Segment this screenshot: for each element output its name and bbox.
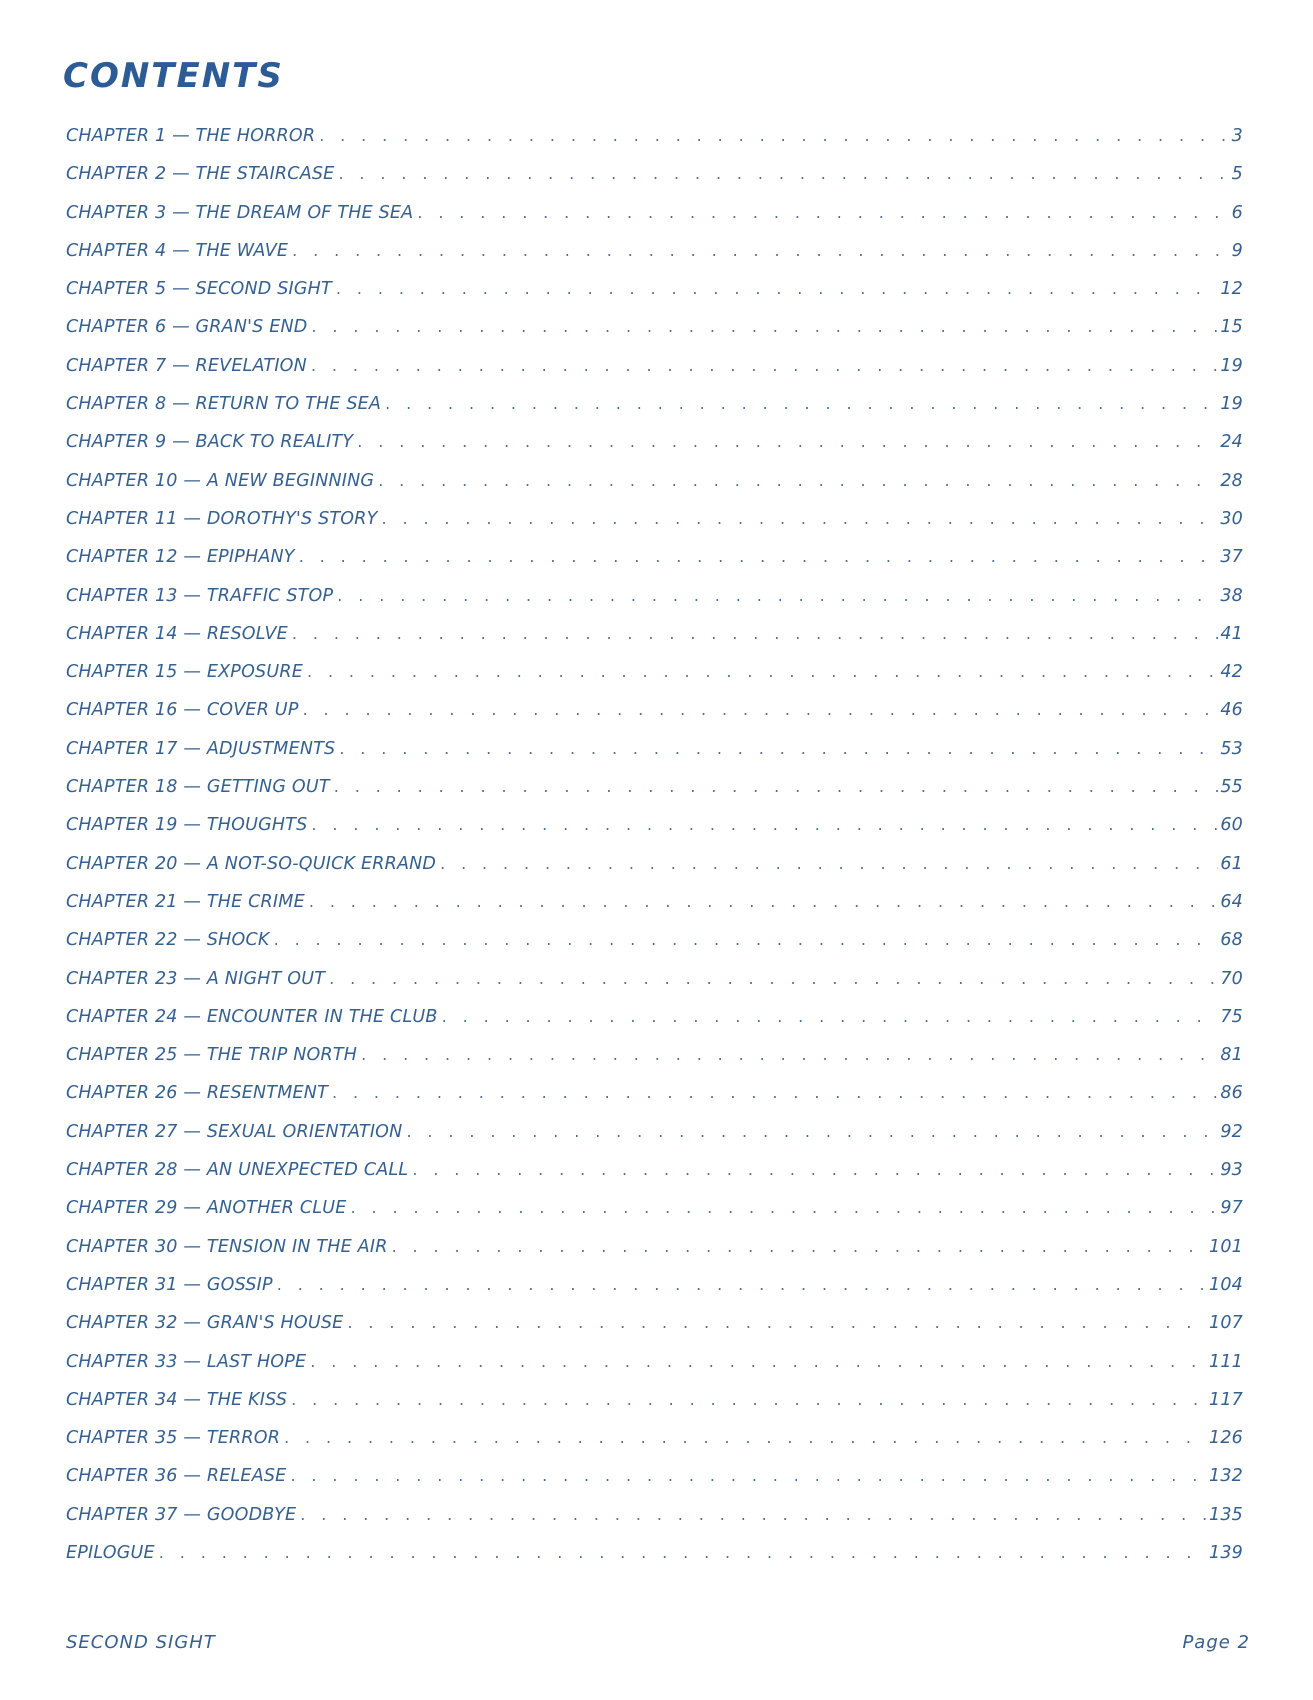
toc-entry[interactable] <box>66 1428 1243 1466</box>
dot-leader <box>357 432 1218 451</box>
toc-entry-title: EPILOGUE <box>66 1543 159 1563</box>
dot-leader <box>277 1275 1207 1294</box>
toc-entry-page: 111 <box>1208 1351 1243 1372</box>
toc-entry-page: 75 <box>1220 1006 1243 1027</box>
toc-entry[interactable] <box>66 1122 1243 1160</box>
toc-entry[interactable] <box>66 1313 1243 1351</box>
toc-entry-title: CHAPTER 34 — THE KISS <box>66 1390 291 1410</box>
toc-entry[interactable] <box>66 356 1243 394</box>
toc-entry[interactable] <box>66 1160 1243 1198</box>
dot-leader <box>406 1122 1218 1141</box>
toc-entry[interactable] <box>66 432 1243 470</box>
dot-leader <box>351 1198 1219 1217</box>
toc-entry-title: CHAPTER 5 — SECOND SIGHT <box>66 279 336 299</box>
dot-leader <box>337 586 1218 605</box>
dot-leader <box>417 203 1229 222</box>
toc-entry-page: 37 <box>1220 547 1243 568</box>
toc-entry-page: 104 <box>1208 1274 1243 1295</box>
toc-entry-page: 46 <box>1220 700 1243 721</box>
toc-entry-title: CHAPTER 32 — GRAN'S HOUSE <box>66 1313 347 1333</box>
toc-entry-page: 12 <box>1220 279 1243 300</box>
toc-entry[interactable] <box>66 394 1243 432</box>
toc-entry-title: CHAPTER 1 — THE HORROR <box>66 126 319 146</box>
toc-entry-page: 64 <box>1220 891 1243 912</box>
toc-entry-page: 117 <box>1208 1389 1243 1410</box>
toc-entry[interactable] <box>66 509 1243 547</box>
dot-leader <box>332 1083 1218 1102</box>
footer-book-title: SECOND SIGHT <box>66 1632 216 1653</box>
dot-leader <box>311 356 1218 375</box>
toc-entry-title: CHAPTER 31 — GOSSIP <box>66 1275 277 1295</box>
toc-entry-page: 19 <box>1220 394 1243 415</box>
dot-leader <box>307 662 1218 681</box>
toc-entry[interactable] <box>66 1045 1243 1083</box>
toc-entry[interactable] <box>66 586 1243 624</box>
dot-leader <box>292 241 1229 260</box>
toc-entry-page: 107 <box>1208 1313 1243 1334</box>
toc-entry-title: CHAPTER 6 — GRAN'S END <box>66 317 311 337</box>
toc-entry[interactable] <box>66 700 1243 738</box>
dot-leader <box>339 739 1218 758</box>
toc-entry-title: CHAPTER 37 — GOODBYE <box>66 1505 300 1525</box>
toc-entry[interactable] <box>66 279 1243 317</box>
toc-entry-page: 53 <box>1220 738 1243 759</box>
toc-entry-page: 93 <box>1220 1160 1243 1181</box>
toc-entry-title: CHAPTER 15 — EXPOSURE <box>66 662 307 682</box>
dot-leader <box>311 815 1218 834</box>
toc-entry-page: 81 <box>1220 1045 1243 1066</box>
dot-leader <box>274 930 1219 949</box>
dot-leader <box>382 509 1219 528</box>
toc-entry-title: CHAPTER 8 — RETURN TO THE SEA <box>66 394 385 414</box>
toc-entry-page: 86 <box>1220 1083 1243 1104</box>
toc-entry-title: CHAPTER 11 — DOROTHY'S STORY <box>66 509 382 529</box>
toc-entry[interactable] <box>66 241 1243 279</box>
toc-entry[interactable] <box>66 203 1243 241</box>
toc-entry-title: CHAPTER 14 — RESOLVE <box>66 624 292 644</box>
toc-entry[interactable] <box>66 969 1243 1007</box>
toc-entry-page: 24 <box>1220 432 1243 453</box>
toc-entry-title: CHAPTER 26 — RESENTMENT <box>66 1083 332 1103</box>
dot-leader <box>311 317 1218 336</box>
dot-leader <box>310 1352 1207 1371</box>
toc-entry-page: 19 <box>1220 355 1243 376</box>
toc-entry[interactable] <box>66 1275 1243 1313</box>
toc-entry-title: CHAPTER 22 — SHOCK <box>66 930 274 950</box>
toc-entry-title: CHAPTER 16 — COVER UP <box>66 700 303 720</box>
toc-entry-title: CHAPTER 23 — A NIGHT OUT <box>66 969 329 989</box>
toc-entry[interactable] <box>66 1466 1243 1504</box>
toc-entry-title: CHAPTER 33 — LAST HOPE <box>66 1352 310 1372</box>
toc-entry-title: CHAPTER 29 — ANOTHER CLUE <box>66 1198 351 1218</box>
dot-leader <box>412 1160 1218 1179</box>
toc-entry-page: 139 <box>1208 1542 1243 1563</box>
toc-entry-page: 70 <box>1220 968 1243 989</box>
toc-entry-title: CHAPTER 7 — REVELATION <box>66 356 311 376</box>
toc-entry-title: CHAPTER 3 — THE DREAM OF THE SEA <box>66 203 417 223</box>
dot-leader <box>442 1007 1219 1026</box>
dot-leader <box>284 1428 1207 1447</box>
page-title: CONTENTS <box>63 56 284 96</box>
toc-entry[interactable] <box>66 1390 1243 1428</box>
toc-entry-title: CHAPTER 17 — ADJUSTMENTS <box>66 739 339 759</box>
dot-leader <box>299 547 1219 566</box>
toc-entry[interactable] <box>66 471 1243 509</box>
toc-entry-page: 41 <box>1220 623 1243 644</box>
dot-leader <box>292 624 1218 643</box>
toc-entry[interactable] <box>66 164 1243 202</box>
toc-entry[interactable] <box>66 1352 1243 1390</box>
dot-leader <box>300 1505 1207 1524</box>
dot-leader <box>336 279 1218 298</box>
toc-entry[interactable] <box>66 930 1243 968</box>
dot-leader <box>290 1466 1207 1485</box>
toc-entry-title: CHAPTER 21 — THE CRIME <box>66 892 309 912</box>
dot-leader <box>334 777 1219 796</box>
toc-entry-page: 30 <box>1220 508 1243 529</box>
dot-leader <box>361 1045 1218 1064</box>
toc-entry-title: CHAPTER 9 — BACK TO REALITY <box>66 432 357 452</box>
dot-leader <box>291 1390 1207 1409</box>
toc-entry-page: 92 <box>1220 1121 1243 1142</box>
toc-entry-page: 97 <box>1220 1198 1243 1219</box>
toc-entry-page: 42 <box>1220 662 1243 683</box>
toc-entry-title: CHAPTER 36 — RELEASE <box>66 1466 290 1486</box>
toc-entry-title: CHAPTER 20 — A NOT-SO-QUICK ERRAND <box>66 854 440 874</box>
toc-entry[interactable] <box>66 547 1243 585</box>
dot-leader <box>303 700 1219 719</box>
dot-leader <box>440 854 1218 873</box>
toc-entry[interactable] <box>66 662 1243 700</box>
toc-entry-page: 5 <box>1231 164 1243 185</box>
toc-entry-title: CHAPTER 27 — SEXUAL ORIENTATION <box>66 1122 406 1142</box>
table-of-contents <box>66 126 1243 1581</box>
toc-entry-page: 60 <box>1220 815 1243 836</box>
dot-leader <box>319 126 1229 145</box>
toc-entry-title: CHAPTER 4 — THE WAVE <box>66 241 292 261</box>
toc-entry-title: CHAPTER 18 — GETTING OUT <box>66 777 334 797</box>
toc-entry[interactable] <box>66 126 1243 164</box>
dot-leader <box>392 1237 1207 1256</box>
toc-entry-page: 38 <box>1220 585 1243 606</box>
toc-entry-page: 55 <box>1220 777 1243 798</box>
toc-entry-page: 3 <box>1231 126 1243 146</box>
toc-entry[interactable] <box>66 624 1243 662</box>
toc-entry-page: 61 <box>1220 853 1243 874</box>
dot-leader <box>329 969 1218 988</box>
toc-entry[interactable] <box>66 317 1243 355</box>
toc-entry-page: 135 <box>1208 1504 1243 1525</box>
toc-entry-page: 28 <box>1220 470 1243 491</box>
dot-leader <box>309 892 1218 911</box>
toc-entry-title: CHAPTER 10 — A NEW BEGINNING <box>66 471 378 491</box>
toc-entry-page: 15 <box>1220 317 1243 338</box>
toc-entry-title: CHAPTER 28 — AN UNEXPECTED CALL <box>66 1160 412 1180</box>
toc-entry[interactable] <box>66 1083 1243 1121</box>
toc-entry-title: CHAPTER 30 — TENSION IN THE AIR <box>66 1237 392 1257</box>
dot-leader <box>159 1543 1207 1562</box>
toc-entry-page: 126 <box>1208 1428 1243 1449</box>
dot-leader <box>378 471 1218 490</box>
toc-entry[interactable] <box>66 1505 1243 1543</box>
toc-entry[interactable] <box>66 1543 1243 1581</box>
toc-entry[interactable] <box>66 777 1243 815</box>
toc-entry-title: CHAPTER 2 — THE STAIRCASE <box>66 164 338 184</box>
dot-leader <box>347 1313 1207 1332</box>
toc-entry-page: 9 <box>1231 240 1243 261</box>
dot-leader <box>385 394 1218 413</box>
toc-entry-title: CHAPTER 13 — TRAFFIC STOP <box>66 586 337 606</box>
toc-entry-page: 101 <box>1208 1236 1243 1257</box>
toc-entry-title: CHAPTER 35 — TERROR <box>66 1428 284 1448</box>
dot-leader <box>338 164 1229 183</box>
toc-entry-title: CHAPTER 24 — ENCOUNTER IN THE CLUB <box>66 1007 442 1027</box>
footer-page-number: Page 2 <box>1182 1632 1250 1653</box>
toc-entry-title: CHAPTER 12 — EPIPHANY <box>66 547 299 567</box>
toc-entry-page: 68 <box>1220 930 1243 951</box>
toc-entry[interactable] <box>66 1198 1243 1236</box>
toc-entry-title: CHAPTER 25 — THE TRIP NORTH <box>66 1045 361 1065</box>
toc-entry[interactable] <box>66 1237 1243 1275</box>
toc-entry[interactable] <box>66 892 1243 930</box>
toc-entry-title: CHAPTER 19 — THOUGHTS <box>66 815 311 835</box>
toc-entry[interactable] <box>66 739 1243 777</box>
toc-entry[interactable] <box>66 815 1243 853</box>
toc-entry[interactable] <box>66 854 1243 892</box>
toc-entry[interactable] <box>66 1007 1243 1045</box>
toc-entry-page: 132 <box>1208 1466 1243 1487</box>
toc-entry-page: 6 <box>1231 202 1243 223</box>
